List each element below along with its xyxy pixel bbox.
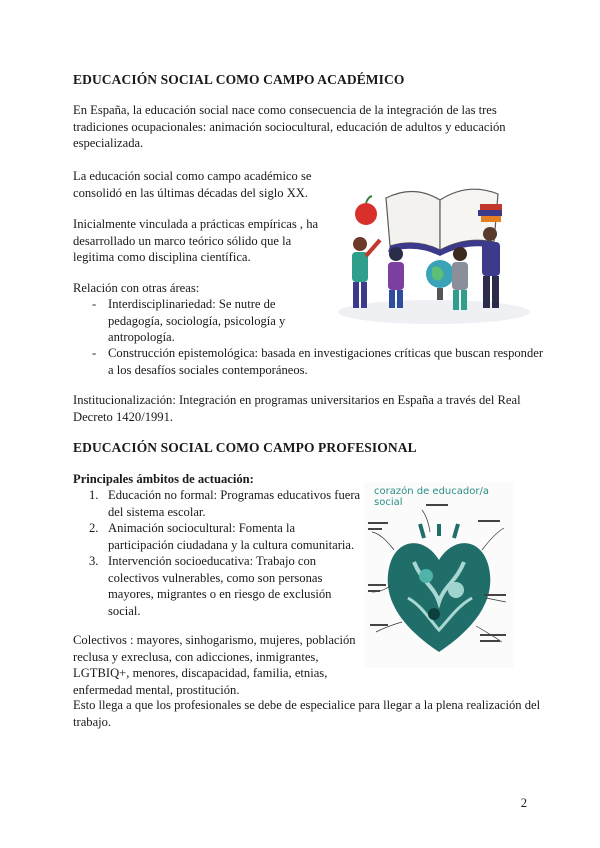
intro-line-3: especializada. xyxy=(73,136,144,150)
intro-line-2: tradiciones ocupacionales: animación sociocultural, educación de adultos y educación xyxy=(73,119,506,134)
stack-book-3 xyxy=(481,216,501,222)
intro-line-1: En España, la educación social nace como consecuencia de la integración de las tres xyxy=(73,103,497,117)
person-2-head xyxy=(389,247,403,261)
relacion-item-1-line-1: Interdisciplinariedad: Se nutre de xyxy=(108,297,276,311)
person-4-body xyxy=(482,242,500,276)
colectivos-line-2: reclusa y exreclusa, con adicciones, inmigrantes, xyxy=(73,649,319,664)
person-3-head xyxy=(453,247,467,261)
globe-stand xyxy=(437,288,443,300)
person-3-body xyxy=(452,262,468,290)
person-2-body xyxy=(388,262,404,290)
relacion-item-2-line-2: a los desafíos sociales contemporáneos. xyxy=(108,362,308,377)
inicial-line-1: Inicialmente vinculada a prácticas empíricas , ha xyxy=(73,217,319,231)
bullet-marker: - xyxy=(92,297,97,311)
people-with-book-illustration xyxy=(336,180,532,325)
person-1-head xyxy=(353,237,367,251)
inicial-line-3: legitima como disciplina científica. xyxy=(73,250,251,264)
conclusion-line-1: Esto llega a que los profesionales se debe de especialice para llegar a la plena realización del xyxy=(73,698,541,712)
heart-title: corazón de educador/a social xyxy=(374,486,489,508)
book-left-page xyxy=(386,191,440,250)
ambito-3-line-1: Intervención socioeducativa: Trabajo con xyxy=(108,554,317,568)
consolidacion-line-2: consolidó en las últimas décadas del siglo XX. xyxy=(73,185,309,200)
person-1-pencil xyxy=(366,240,380,256)
heart-drawing xyxy=(364,502,514,668)
ambito-3-line-3: mayores, migrantes o en riesgo de exclusión xyxy=(108,587,332,601)
ambitos-heading: Principales ámbitos de actuación: xyxy=(73,472,254,486)
ambito-2-line-2: participación ciudadana y la cultura comunitaria. xyxy=(108,537,355,552)
relacion-item-2-line-1: Construcción epistemológica: basada en investigaciones críticas que buscan responder xyxy=(108,346,544,360)
apple xyxy=(355,203,377,225)
institucionalizacion-line-2: Decreto 1420/1991. xyxy=(73,409,174,424)
section-title-profesional: EDUCACIÓN SOCIAL COMO CAMPO PROFESIONAL xyxy=(73,440,417,455)
colectivos-line-3: LGTBIQ+, menores, discapacidad, familia, etnias, xyxy=(73,666,328,680)
heart-illustration xyxy=(364,482,514,668)
ambito-3-line-4: social. xyxy=(108,603,141,618)
list-number-3: 3. xyxy=(89,554,99,568)
ambito-2-line-1: Animación sociocultural: Fomenta la xyxy=(108,521,296,535)
relacion-item-1-line-3: antropología. xyxy=(108,330,175,344)
conclusion-line-2: trabajo. xyxy=(73,714,112,729)
section-title-academico: EDUCACIÓN SOCIAL COMO CAMPO ACADÉMICO xyxy=(73,72,405,87)
institucionalizacion-line-1: Institucionalización: Integración en programas universitarios en España a través del Real xyxy=(73,393,521,407)
colectivos-line-1: Colectivos : mayores, sinhogarismo, mujeres, población xyxy=(73,633,356,647)
page-number: 2 xyxy=(520,796,527,810)
consolidacion-line-1: La educación social como campo académico se xyxy=(73,169,312,183)
stack-book-2 xyxy=(478,210,502,216)
relacion-item-1-line-2: pedagogía, sociología, psicología y xyxy=(108,313,286,328)
ambito-1-line-1: Educación no formal: Programas educativos fuera xyxy=(108,488,361,502)
relacion-heading: Relación con otras áreas: xyxy=(73,281,200,295)
ambito-1-line-2: del sistema escolar. xyxy=(108,504,206,519)
list-number-2: 2. xyxy=(89,521,99,535)
apple-stem xyxy=(366,196,372,203)
person-4-head xyxy=(483,227,497,241)
colectivos-line-4: enfermedad mental, prostitución. xyxy=(73,682,240,697)
bullet-marker: - xyxy=(92,346,97,360)
inicial-line-2: desarrollado un marco teórico sólido que la xyxy=(73,233,292,248)
stack-book-1 xyxy=(480,204,502,210)
person-1-body xyxy=(352,252,368,282)
list-number-1: 1. xyxy=(89,488,99,502)
ambito-3-line-2: colectivos vulnerables, como son personas xyxy=(108,570,323,585)
